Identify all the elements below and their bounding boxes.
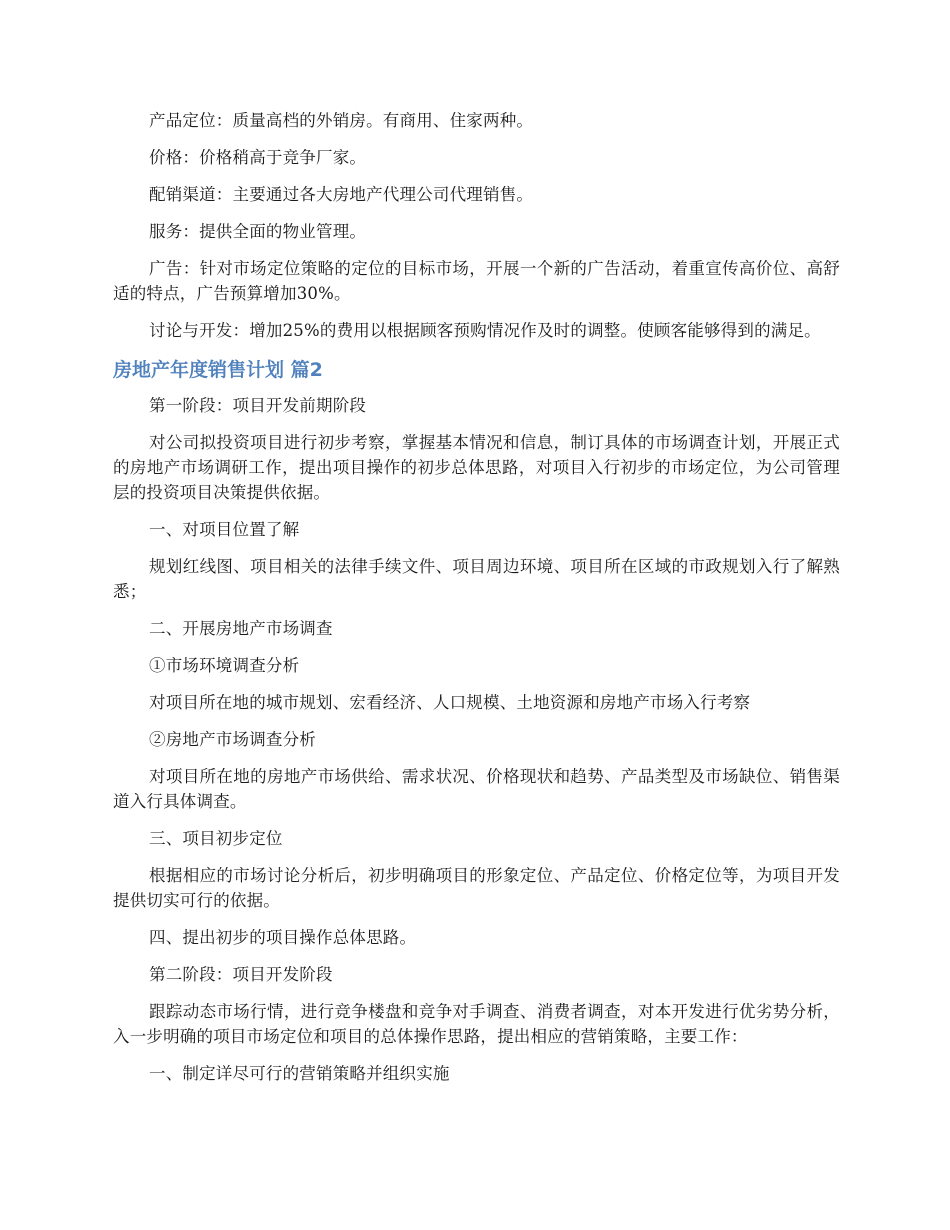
paragraph-item-1-marketing-strategy: 一、制定详尽可行的营销策略并组织实施 [149,1064,450,1083]
paragraph-initial-positioning-details: 根据相应的市场讨论分析后，初步明确项目的形象定位、产品定位、价格定位等，为项目开发提供切实可行的依据。 [113,866,840,910]
paragraph-stage-two: 第二阶段：项目开发阶段 [149,965,333,984]
paragraph-location-details: 规划红线图、项目相关的法律手续文件、项目周边环境、项目所在区域的市政规划入行了解熟悉； [113,557,840,601]
paragraph-item-4-overall-approach: 四、提出初步的项目操作总体思路。 [149,928,417,947]
paragraph-price: 价格：价格稍高于竞争厂家。 [149,148,367,167]
paragraph-item-2-market-survey: 二、开展房地产市场调查 [149,619,333,638]
section-heading: 房地产年度销售计划 篇2 [113,359,323,381]
paragraph-subitem-market-environment: ①市场环境调查分析 [149,656,300,675]
paragraph-real-estate-market-details: 对项目所在地的房地产市场供给、需求状况、价格现状和趋势、产品类型及市场缺位、销售渠道入行具体调查。 [113,767,840,811]
paragraph-distribution-channel: 配销渠道：主要通过各大房地产代理公司代理销售。 [149,185,534,204]
paragraph-research-development: 讨论与开发：增加25%的费用以根据顾客预购情况作及时的调整。使顾客能够得到的满足。 [149,321,821,340]
paragraph-stage-two-description: 跟踪动态市场行情，进行竞争楼盘和竞争对手调查、消费者调查，对本开发进行优劣势分析，入一步明确的项目市场定位和项目的总体操作思路，提出相应的营销策略，主要工作： [113,1002,840,1046]
paragraph-product-positioning: 产品定位：质量高档的外销房。有商用、住家两种。 [149,111,534,130]
document-body [113,108,840,1098]
paragraph-item-3-initial-positioning: 三、项目初步定位 [149,829,283,848]
paragraph-stage-one: 第一阶段：项目开发前期阶段 [149,396,367,415]
paragraph-item-1-location: 一、对项目位置了解 [149,520,300,539]
paragraph-market-environment-details: 对项目所在地的城市规划、宏看经济、人口规模、土地资源和房地产市场入行考察 [149,693,751,712]
paragraph-stage-one-description: 对公司拟投资项目进行初步考察，掌握基本情况和信息，制订具体的市场调查计划，开展正式的房地产市场调研工作，提出项目操作的初步总体思路，对项目入行初步的市场定位，为公司管理层的投资项目决策提供依据。 [113,433,840,502]
paragraph-service: 服务：提供全面的物业管理。 [149,222,367,241]
paragraph-subitem-real-estate-market: ②房地产市场调查分析 [149,730,316,749]
paragraph-advertising: 广告：针对市场定位策略的定位的目标市场，开展一个新的广告活动，着重宣传高价位、高舒适的特点，广告预算增加30%。 [113,259,840,303]
